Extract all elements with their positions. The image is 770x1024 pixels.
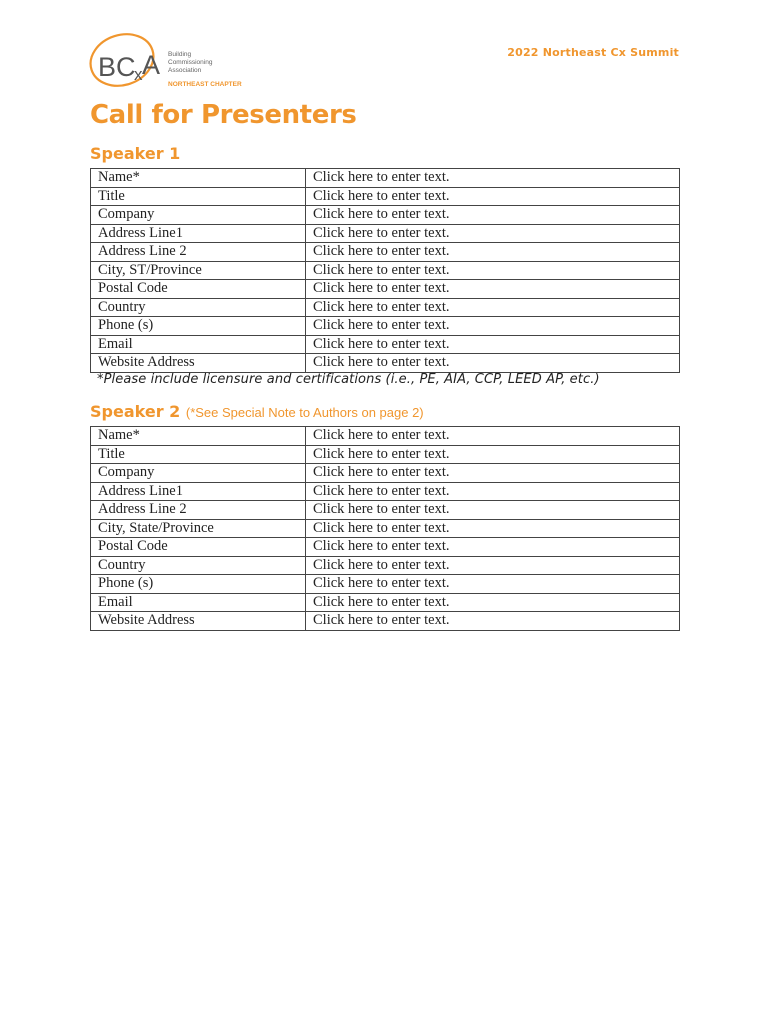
speaker1-row [91, 206, 680, 225]
logo-line2: Commissioning [168, 59, 213, 66]
field-input[interactable]: Click here to enter text. [306, 538, 680, 557]
speaker2-row [91, 427, 680, 446]
speaker2-row [91, 519, 680, 538]
field-input[interactable]: Click here to enter text. [306, 593, 680, 612]
field-label: Email [91, 593, 306, 612]
speaker1-row [91, 169, 680, 188]
field-label: Address Line1 [91, 482, 306, 501]
speaker2-row [91, 464, 680, 483]
summit-label: 2022 Northeast Cx Summit [507, 46, 679, 59]
speaker1-row [91, 243, 680, 262]
speaker1-row [91, 261, 680, 280]
logo-chapter: NORTHEAST CHAPTER [168, 81, 242, 88]
special-note-link: (*See Special Note to Authors on page 2) [185, 405, 424, 420]
speaker1-row [91, 187, 680, 206]
field-input[interactable]: Click here to enter text. [306, 464, 680, 483]
bcxa-logo-graphic [86, 28, 261, 98]
speaker2-row [91, 556, 680, 575]
speaker2-heading [90, 402, 424, 421]
field-input[interactable]: Click here to enter text. [306, 519, 680, 538]
speaker1-table [90, 168, 680, 373]
bcxa-logo [86, 28, 261, 98]
field-label: Address Line1 [91, 224, 306, 243]
field-input[interactable]: Click here to enter text. [306, 575, 680, 594]
field-label: Title [91, 445, 306, 464]
field-input[interactable]: Click here to enter text. [306, 243, 680, 262]
speaker1-row [91, 354, 680, 373]
field-input[interactable]: Click here to enter text. [306, 298, 680, 317]
logo-line1: Building [168, 51, 192, 58]
speaker2-table [90, 426, 680, 631]
field-label: Address Line 2 [91, 243, 306, 262]
speaker2-row [91, 538, 680, 557]
field-input[interactable]: Click here to enter text. [306, 317, 680, 336]
field-input[interactable]: Click here to enter text. [306, 556, 680, 575]
speaker2-row [91, 612, 680, 631]
speaker1-heading [90, 144, 180, 163]
speaker1-row [91, 280, 680, 299]
field-input[interactable]: Click here to enter text. [306, 187, 680, 206]
field-input[interactable]: Click here to enter text. [306, 169, 680, 188]
field-input[interactable]: Click here to enter text. [306, 482, 680, 501]
speaker1-row [91, 298, 680, 317]
field-label: Name* [91, 427, 306, 446]
field-label: City, State/Province [91, 519, 306, 538]
field-label: Website Address [91, 612, 306, 631]
field-label: Postal Code [91, 280, 306, 299]
field-label: Postal Code [91, 538, 306, 557]
field-label: Website Address [91, 354, 306, 373]
field-input[interactable]: Click here to enter text. [306, 354, 680, 373]
field-input[interactable]: Click here to enter text. [306, 280, 680, 299]
field-input[interactable]: Click here to enter text. [306, 261, 680, 280]
speaker2-row [91, 501, 680, 520]
field-input[interactable]: Click here to enter text. [306, 206, 680, 225]
field-label: Email [91, 335, 306, 354]
field-label: Name* [91, 169, 306, 188]
logo-a: A [142, 50, 161, 80]
field-input[interactable]: Click here to enter text. [306, 224, 680, 243]
speaker2-row [91, 593, 680, 612]
field-label: City, ST/Province [91, 261, 306, 280]
field-label: Country [91, 298, 306, 317]
field-label: Company [91, 206, 306, 225]
field-label: Company [91, 464, 306, 483]
speaker1-heading-text: Speaker 1 [90, 144, 181, 163]
logo-x: x [134, 65, 143, 84]
field-input[interactable]: Click here to enter text. [306, 612, 680, 631]
field-label: Country [91, 556, 306, 575]
logo-bc: BC [98, 52, 136, 82]
field-label: Title [91, 187, 306, 206]
logo-line3: Association [168, 67, 202, 74]
speaker2-row [91, 445, 680, 464]
field-label: Phone (s) [91, 575, 306, 594]
speaker2-row [91, 575, 680, 594]
speaker1-row [91, 335, 680, 354]
speaker2-row [91, 482, 680, 501]
field-input[interactable]: Click here to enter text. [306, 427, 680, 446]
field-label: Address Line 2 [91, 501, 306, 520]
speaker1-row [91, 317, 680, 336]
field-label: Phone (s) [91, 317, 306, 336]
licensure-footnote: *Please include licensure and certifications (i.e., PE, AIA, CCP, LEED AP, etc.) [97, 372, 600, 387]
page-title: Call for Presenters [90, 100, 357, 130]
speaker2-heading-text: Speaker 2 [90, 402, 181, 421]
field-input[interactable]: Click here to enter text. [306, 501, 680, 520]
field-input[interactable]: Click here to enter text. [306, 445, 680, 464]
speaker1-row [91, 224, 680, 243]
field-input[interactable]: Click here to enter text. [306, 335, 680, 354]
